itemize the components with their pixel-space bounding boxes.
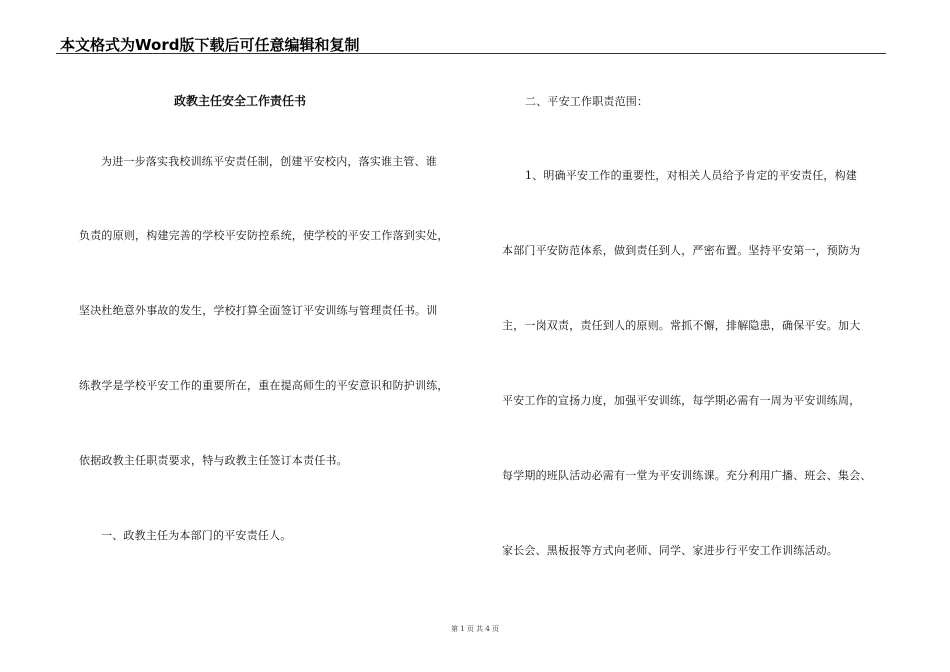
left-paragraph-line-5: 依据政教主任职责要求，特与政教主任签订本责任书。 — [79, 454, 348, 467]
right-paragraph-line-2: 本部门平安防范体系，做到责任到人，严密布置。坚持平安第一，预防为 — [502, 244, 861, 257]
right-paragraph-line-5: 每学期的班队活动必需有一堂为平安训练课。充分利用广播、班会、集会、 — [502, 469, 872, 482]
header-divider — [56, 53, 886, 54]
header-title: 本文格式为Word版下载后可任意编辑和复制 — [60, 36, 360, 54]
right-paragraph-line-4: 平安工作的宣扬力度，加强平安训练，每学期必需有一周为平安训练周， — [502, 394, 861, 407]
left-paragraph-line-2: 负责的原则，构建完善的学校平安防控系统，使学校的平安工作落到实处， — [79, 229, 449, 242]
page-number: 第 1 页 共 4 页 — [450, 625, 500, 633]
left-paragraph-line-1: 为进一步落实我校训练平安责任制，创建平安校内，落实谁主管、谁 — [101, 155, 437, 168]
left-paragraph-line-3: 坚决杜绝意外事故的发生，学校打算全面签订平安训练与管理责任书。训 — [79, 304, 438, 317]
left-paragraph-line-4: 练教学是学校平安工作的重要所在，重在提高师生的平安意识和防护训练， — [79, 379, 449, 392]
right-paragraph-line-6: 家长会、黑板报等方式向老师、同学、家进步行平安工作训练活动。 — [502, 544, 838, 557]
right-section-heading: 二、平安工作职责范围： — [525, 95, 649, 108]
right-paragraph-line-1: 1、明确平安工作的重要性，对相关人员给予肯定的平安责任，构建 — [525, 169, 857, 182]
right-paragraph-line-3: 主，一岗双责，责任到人的原则。常抓不懈，排解隐患，确保平安。加大 — [502, 319, 861, 332]
document-title: 政教主任安全工作责任书 — [173, 94, 306, 108]
left-paragraph-line-6: 一、政教主任为本部门的平安责任人。 — [101, 529, 292, 542]
